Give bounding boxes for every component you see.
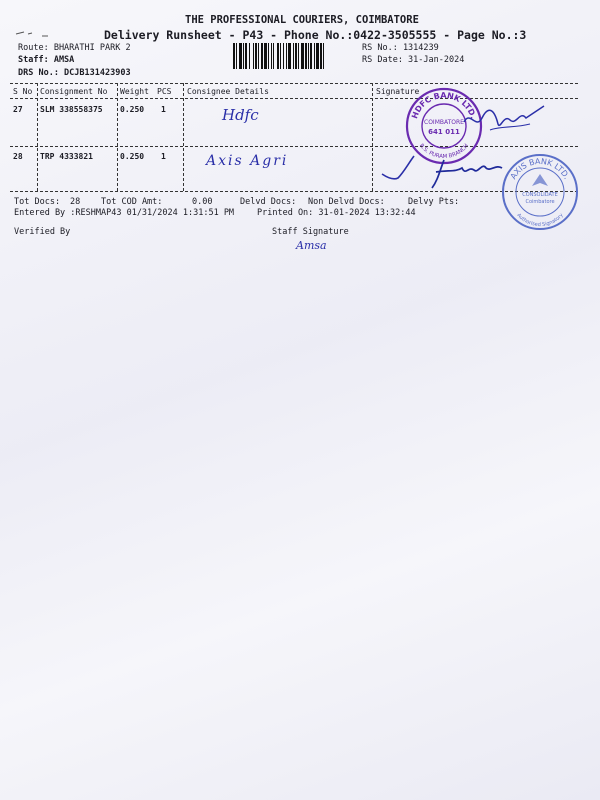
barcode-bar bbox=[261, 43, 263, 69]
axis-stamp-top-text: AXIS BANK LTD. bbox=[508, 156, 572, 181]
barcode-bar bbox=[314, 43, 315, 69]
consignee-handwriting: Hdfc bbox=[222, 106, 259, 124]
barcode-bar bbox=[305, 43, 307, 69]
axis-stamp-middle: CONSOLIDATE bbox=[522, 192, 558, 198]
barcode-bar bbox=[236, 43, 237, 69]
barcode-bar bbox=[239, 43, 242, 69]
barcode-bar bbox=[255, 43, 257, 69]
col-rule bbox=[37, 83, 38, 191]
barcode-bar bbox=[286, 43, 287, 69]
hdfc-stamp-top-text: HDFC BANK LTD. bbox=[410, 90, 478, 121]
hdfc-stamp-bottom-text: R.S. PURAM BRANCH bbox=[418, 142, 470, 161]
consignee-handwriting: Axis Agri bbox=[206, 153, 289, 169]
barcode-bar bbox=[245, 43, 247, 69]
signature-row-28 bbox=[378, 150, 518, 195]
delvd-docs-label: Delvd Docs: bbox=[240, 197, 297, 207]
tot-docs-label: Tot Docs: bbox=[14, 197, 61, 207]
barcode-bar bbox=[277, 43, 279, 69]
verified-by-label: Verified By bbox=[14, 227, 71, 237]
axis-stamp-sub: Coimbatore bbox=[525, 199, 555, 205]
axis-bank-stamp bbox=[500, 152, 580, 232]
signature-row-27 bbox=[460, 100, 550, 140]
table-top-rule bbox=[10, 83, 578, 84]
staff-signature-label: Staff Signature bbox=[272, 227, 349, 237]
route-label: Route: BHARATHI PARK 2 bbox=[18, 43, 131, 53]
tot-docs-value: 28 bbox=[70, 197, 81, 207]
table-header-rule bbox=[10, 98, 578, 99]
staff-signature-handwriting: Amsa bbox=[296, 239, 327, 252]
barcode-bar bbox=[233, 43, 235, 69]
barcode-bar bbox=[280, 43, 281, 69]
hdfc-stamp-code: 641 011 bbox=[428, 128, 460, 136]
col-header-pcs: PCS bbox=[157, 87, 172, 96]
col-header-signature: Signature bbox=[376, 87, 420, 96]
barcode-bar bbox=[301, 43, 304, 69]
col-header-weight: Weight bbox=[120, 87, 149, 96]
table-row-weight: 0.250 bbox=[120, 105, 145, 114]
drs-number: DRS No.: DCJB131423903 bbox=[18, 68, 131, 78]
staff-label: Staff: AMSA bbox=[18, 55, 75, 65]
barcode-bar bbox=[323, 43, 324, 69]
tot-cod-label: Tot COD Amt: bbox=[101, 197, 163, 207]
rs-number: RS No.: 1314239 bbox=[362, 43, 439, 53]
barcode-bar bbox=[243, 43, 244, 69]
col-rule bbox=[183, 83, 184, 191]
table-row-pcs: 1 bbox=[161, 152, 166, 161]
col-rule bbox=[117, 83, 118, 191]
barcode-bar bbox=[298, 43, 299, 69]
barcode-bar bbox=[288, 43, 291, 69]
hdfc-stamp-city: COIMBATORE bbox=[424, 119, 464, 126]
company-title: THE PROFESSIONAL COURIERS, COIMBATORE bbox=[185, 14, 419, 26]
table-row-consignment: SLM 338558375 bbox=[40, 105, 103, 114]
barcode-bar bbox=[295, 43, 297, 69]
non-delvd-docs-label: Non Delvd Docs: bbox=[308, 197, 385, 207]
barcode-bar bbox=[320, 43, 322, 69]
table-row-pcs: 1 bbox=[161, 105, 166, 114]
col-header-consignee: Consignee Details bbox=[187, 87, 269, 96]
barcode-bar bbox=[264, 43, 267, 69]
table-row-consignment: TRP 4333821 bbox=[40, 152, 93, 161]
barcode-bar bbox=[253, 43, 254, 69]
runsheet-title: Delivery Runsheet - P43 - Phone No.:0422-3505555 - Page No.:3 bbox=[104, 28, 527, 42]
table-row-weight: 0.250 bbox=[120, 152, 145, 161]
axis-stamp-bottom-text: Authorised Signatory bbox=[515, 212, 565, 229]
table-row-sno: 28 bbox=[13, 152, 23, 161]
tot-cod-value: 0.00 bbox=[192, 197, 213, 207]
barcode-bar bbox=[308, 43, 309, 69]
row-divider bbox=[10, 146, 578, 147]
table-row-sno: 27 bbox=[13, 105, 23, 114]
barcode-bar bbox=[258, 43, 259, 69]
col-header-sno: S No bbox=[13, 87, 33, 96]
col-header-consignment: Consignment No bbox=[40, 87, 108, 96]
barcode-bar bbox=[271, 43, 272, 69]
col-rule bbox=[372, 83, 373, 191]
entered-by: Entered By :RESHMAP43 01/31/2024 1:31:51 PM bbox=[14, 208, 235, 218]
barcode-bar bbox=[293, 43, 294, 69]
barcode-bar bbox=[268, 43, 269, 69]
barcode-bar bbox=[273, 43, 274, 69]
barcode-bar bbox=[249, 43, 250, 69]
corner-mark bbox=[14, 28, 50, 38]
rs-date: RS Date: 31-Jan-2024 bbox=[362, 55, 465, 65]
printed-on: Printed On: 31-01-2024 13:32:44 bbox=[257, 208, 416, 218]
barcode-bar bbox=[316, 43, 319, 69]
barcode-bar bbox=[310, 43, 312, 69]
barcode bbox=[233, 43, 355, 71]
delvy-pts-label: Delvy Pts: bbox=[408, 197, 460, 207]
barcode-bar bbox=[283, 43, 284, 69]
